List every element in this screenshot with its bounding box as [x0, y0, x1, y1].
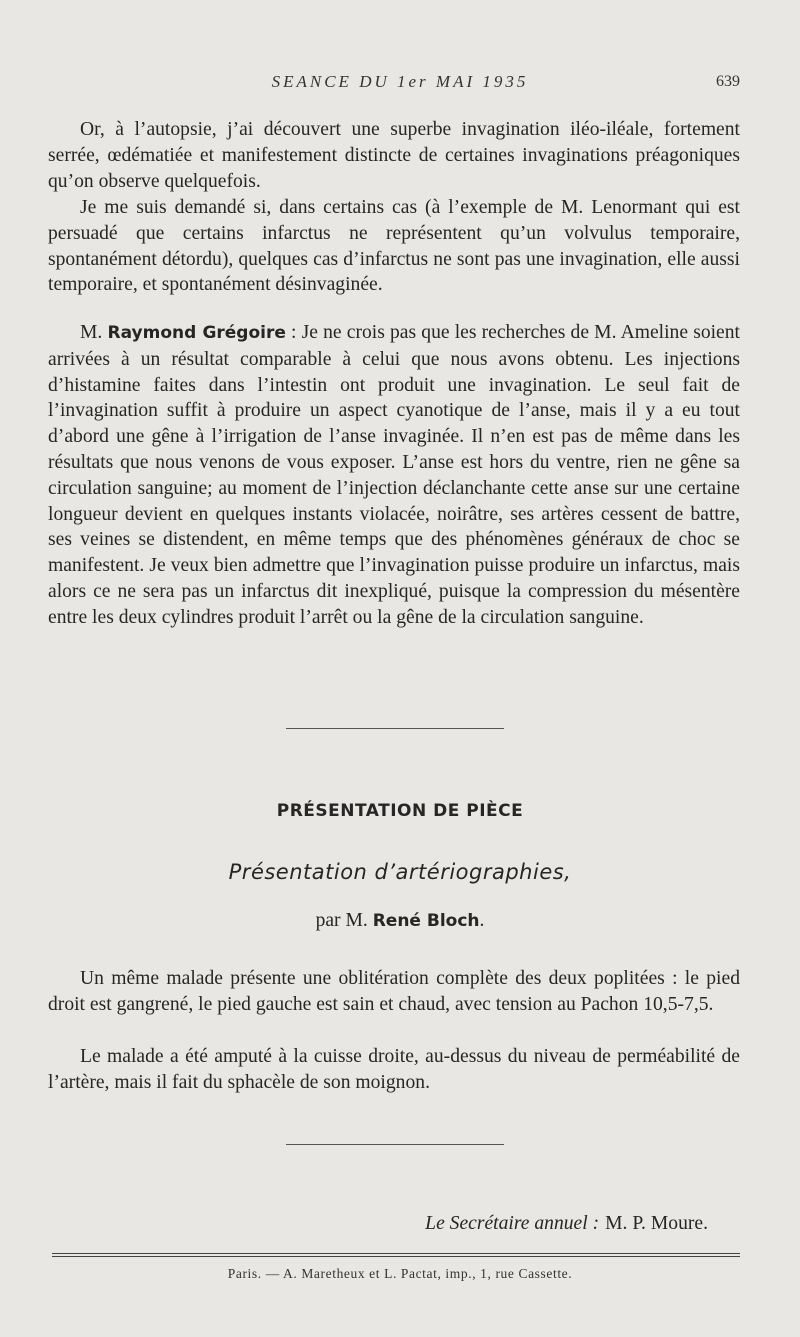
reply-title: M. [80, 322, 108, 343]
presentation-paragraph-1: Un même malade présente une oblitération complète des deux poplitées : le pied droit est gangrené, le pied gauche est sain et chaud, avec tension au Pachon 10,5-7,5. [48, 968, 740, 1015]
section-divider [286, 728, 504, 729]
presentation-paragraph-2: Le malade a été amputé à la cuisse droite, au-dessus du niveau de perméabilité de l’artère, mais il fait du sphacèle de son moignon. [48, 1046, 740, 1093]
presentation-title: Présentation d’artériographies, [228, 860, 572, 884]
author-name: René Bloch [372, 911, 480, 931]
running-header: SEANCE DU 1er MAI 1935 [271, 72, 529, 91]
byline [0, 910, 800, 932]
byline-suffix: . [479, 910, 485, 931]
signature-name: M. P. Moure. [605, 1213, 708, 1234]
printer-imprint: Paris. — A. Maretheux et L. Pactat, imp., 1, rue Cassette. [227, 1266, 573, 1281]
page-number: 639 [716, 73, 740, 90]
signature-role: Le Secrétaire annuel : [425, 1213, 600, 1234]
footer-rule [52, 1253, 740, 1257]
speaker-name: Raymond Grégoire [107, 323, 286, 343]
section-heading: PRÉSENTATION DE PIÈCE [276, 801, 524, 821]
discussion-paragraph-2: Je me suis demandé si, dans certains cas (à l’exemple de M. Lenormant qui est persuadé que certains infarctus ne représentent qu’un volvulus temporaire, spontanément détordu), quelques cas d’infarctus ne sont pas une invagination, elle aussi temporaire, et spontanément désinvaginée. [48, 197, 740, 296]
reply-paragraph [48, 320, 740, 631]
reply-text: : Je ne crois pas que les recherches de M. Ameline soient arrivées à un résultat comparable à celui que nous avons obtenu. Les injections d’histamine faites dans l’intestin ont produit une invagination. Le seul fait de l’invagination suffit à produire un aspect cyanotique de l’anse, mais il y a eu tout d’abord une gêne à l’irrigation de l’anse invaginée. Il n’en est pas de même dans les résultats que nous venons de vous exposer. L’anse est hors du ventre, rien ne gêne sa circulation sanguine; au moment de l’injection déclanchante cette anse sur une certaine longueur devient en quelques instants violacée, noirâtre, ses artères cessent de battre, ses veines se distendent, en même temps que des phénomènes généraux de choc se manifestent. Je veux bien admettre que l’invagination puisse produire un infarctus, mais alors ce ne sera pas un infarctus dit inexpliqué, puisque la compression du mésentère entre les deux cylindres produit l’arrêt ou la gêne de la circulation sanguine. [48, 322, 740, 628]
closing-divider [286, 1144, 504, 1145]
byline-prefix: par M. [315, 910, 373, 931]
discussion-paragraph-1: Or, à l’autopsie, j’ai découvert une superbe invagination iléo-iléale, fortement serrée, œdématiée et manifestement distincte de certaines invaginations préagoniques qu’on observe quelquefois. [48, 119, 740, 192]
signature [425, 1213, 708, 1235]
